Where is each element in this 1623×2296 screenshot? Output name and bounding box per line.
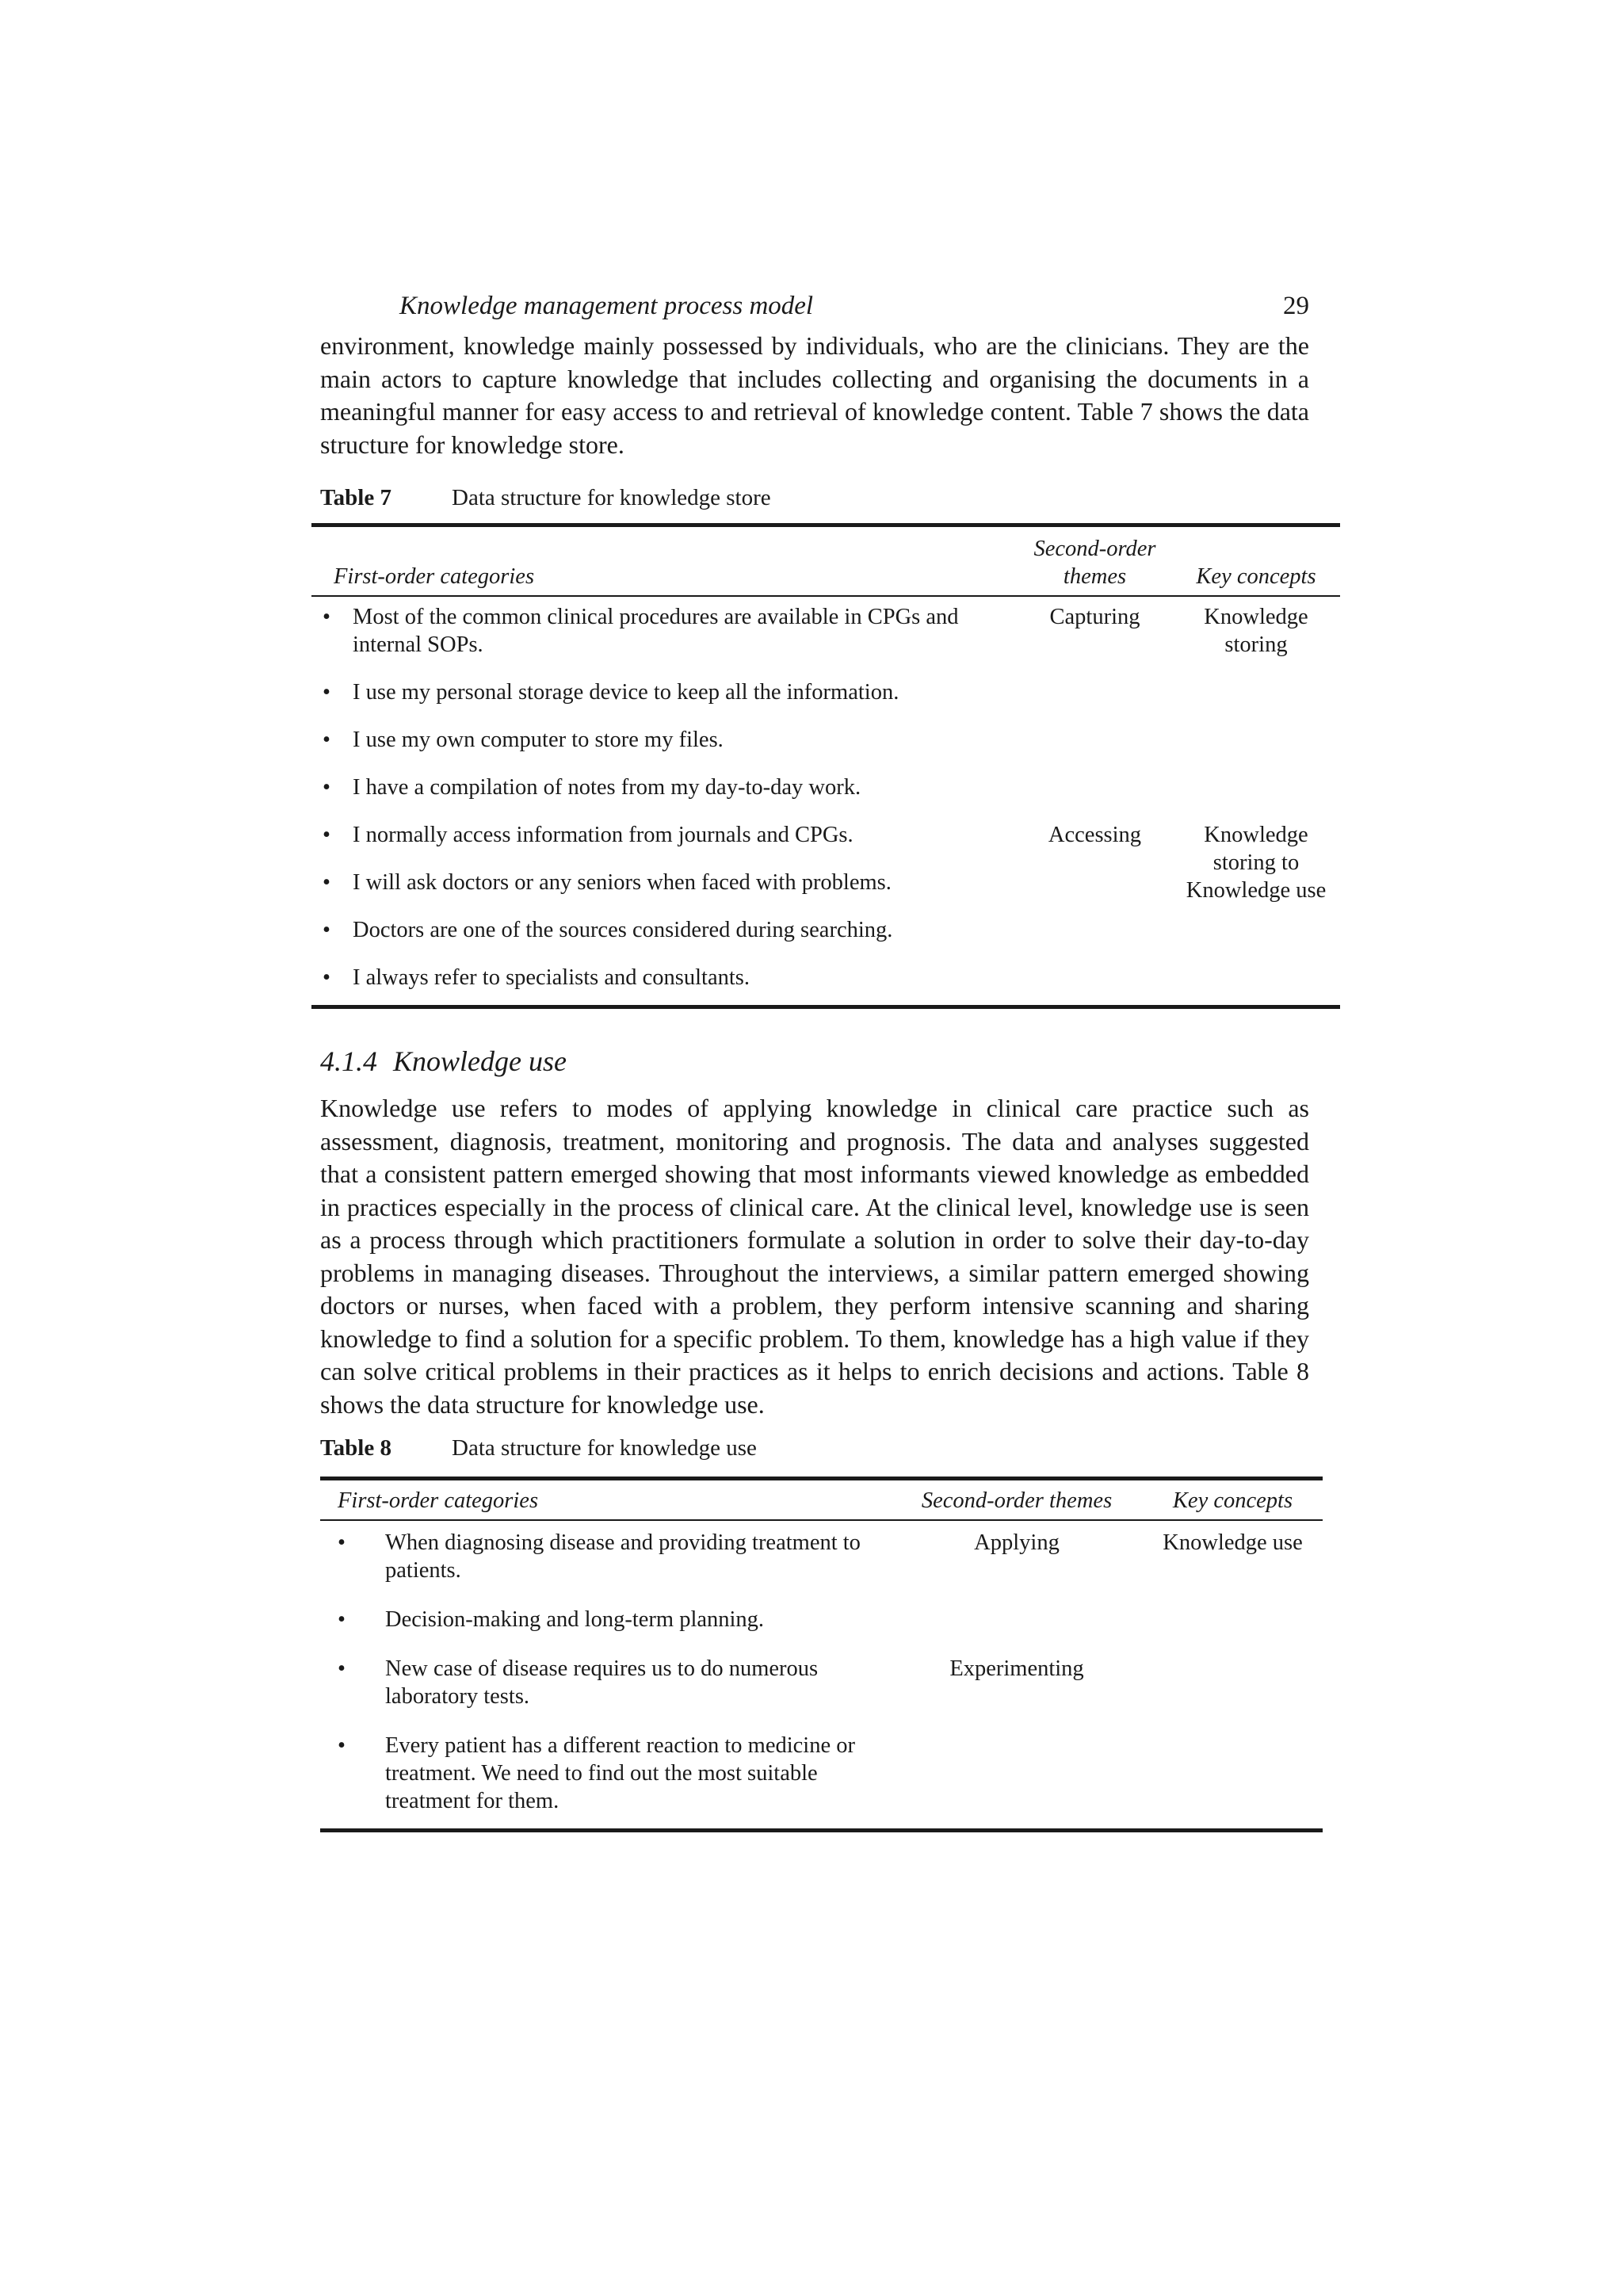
theme-cell: Applying [974, 1530, 1060, 1555]
category-cell: I will ask doctors or any seniors when faced with problems. [353, 870, 892, 895]
page [320, 292, 1327, 1832]
theme-cell [1018, 957, 1172, 1007]
section-title: Knowledge use [393, 1045, 567, 1077]
table-row [311, 672, 1340, 720]
category-cell: I always refer to specialists and consultants. [353, 965, 750, 990]
category-cell: I normally access information from journals and CPGs. [353, 823, 854, 847]
bullet-icon: • [323, 918, 330, 942]
body-paragraph-1: environment, knowledge mainly possessed by individuals, who are the clinicians. They are the main actors to capture knowledge that includes collecting and organising the documents in a meaningful manner for easy access to and retrieval of knowledge content. Table 7 shows the data structure for knowledge store. [320, 331, 1309, 459]
body-paragraph-2: Knowledge use refers to modes of applying knowledge in clinical care practice such as assessment, diagnosis, treatment, monitoring and prognosis. The data and analyses suggested that a consistent pattern emerged showing that most informants viewed knowledge as embedded in practices especially in the process of clinical care. At the clinical level, knowledge use is seen as a process through which practitioners formulate a solution in order to solve their day-to-day problems in managing diseases. Throughout the interviews, a similar pattern emerged showing doctors or nurses, when faced with a problem, they perform intensive scanning and sharing knowledge to find a solution for a specific problem. To them, knowledge has a high value if they can solve critical problems in their practices as it helps to enrich decisions and actions. Table 8 shows the data structure for knowledge use. [320, 1094, 1309, 1419]
category-cell: Decision-making and long-term planning. [385, 1607, 765, 1632]
table-row [320, 1598, 1323, 1647]
table-7 [311, 523, 1340, 1009]
category-cell: Every patient has a different reaction to medicine or treatment. We need to find out the most suitable treatment for them. [385, 1733, 855, 1813]
concept-cell [1172, 720, 1340, 767]
table-7-header-categories: First-order categories [311, 525, 1018, 597]
table-8-label: Table 8 [320, 1435, 391, 1461]
table-row [320, 1647, 1323, 1724]
table-8-caption [320, 1434, 1309, 1462]
page-number: 29 [1283, 292, 1309, 320]
theme-cell [1018, 672, 1172, 720]
theme-cell: Experimenting [949, 1656, 1084, 1681]
concept-cell: Knowledge use [1163, 1530, 1303, 1555]
concept-cell [1172, 767, 1340, 815]
category-cell: When diagnosing disease and providing treatment to patients. [385, 1530, 861, 1583]
table-8-header-themes: Second-order themes [891, 1479, 1143, 1521]
section-heading [320, 1045, 1309, 1078]
bullet-icon: • [323, 965, 330, 990]
theme-cell [1018, 767, 1172, 815]
running-title: Knowledge management process model [399, 292, 814, 320]
concept-cell [1172, 672, 1340, 720]
table-row [320, 1520, 1323, 1598]
bullet-icon: • [338, 1530, 346, 1555]
category-cell: I use my personal storage device to keep all the information. [353, 680, 899, 705]
section-number: 4.1.4 [320, 1045, 377, 1077]
theme-cell: Accessing [1048, 823, 1142, 847]
table-7-caption [320, 483, 1309, 512]
concept-cell [1143, 1598, 1323, 1647]
table-7-label: Table 7 [320, 485, 391, 510]
table-7-header-concepts: Key concepts [1172, 525, 1340, 597]
table-7-caption-text: Data structure for knowledge store [452, 485, 771, 510]
bullet-icon: • [323, 775, 330, 800]
theme-cell [891, 1724, 1143, 1831]
bullet-icon: • [323, 870, 330, 895]
category-cell: I use my own computer to store my files. [353, 728, 724, 752]
theme-cell [1018, 862, 1172, 910]
table-7-header-themes: Second-order themes [1018, 525, 1172, 597]
table-8-header-concepts: Key concepts [1143, 1479, 1323, 1521]
table-8-caption-text: Data structure for knowledge use [452, 1435, 757, 1461]
bullet-icon: • [323, 728, 330, 752]
theme-cell: Capturing [1049, 605, 1140, 629]
bullet-icon: • [338, 1656, 346, 1681]
bullet-icon: • [338, 1607, 346, 1632]
category-cell: I have a compilation of notes from my day-to-day work. [353, 775, 861, 800]
concept-cell [1143, 1647, 1323, 1724]
table-8-header-row [320, 1479, 1323, 1521]
bullet-icon: • [323, 605, 330, 629]
bullet-icon: • [323, 823, 330, 847]
category-cell: New case of disease requires us to do numerous laboratory tests. [385, 1656, 819, 1709]
table-row [311, 720, 1340, 767]
table-row [311, 767, 1340, 815]
table-8 [320, 1477, 1323, 1832]
running-head [320, 292, 1309, 330]
concept-cell [1143, 1724, 1323, 1831]
table-row [311, 815, 1340, 862]
category-cell: Most of the common clinical procedures are available in CPGs and internal SOPs. [353, 605, 959, 657]
concept-cell: Knowledge storing [1204, 605, 1308, 657]
table-8-header-categories: First-order categories [320, 1479, 891, 1521]
table-row [311, 596, 1340, 672]
concept-cell: Knowledge storing to Knowledge use [1186, 823, 1327, 903]
theme-cell [1018, 720, 1172, 767]
bullet-icon: • [338, 1733, 346, 1758]
table-7-header-row [311, 525, 1340, 597]
bullet-icon: • [323, 680, 330, 705]
theme-cell [891, 1598, 1143, 1647]
category-cell: Doctors are one of the sources considered during searching. [353, 918, 893, 942]
table-row [320, 1724, 1323, 1831]
theme-cell [1018, 910, 1172, 957]
